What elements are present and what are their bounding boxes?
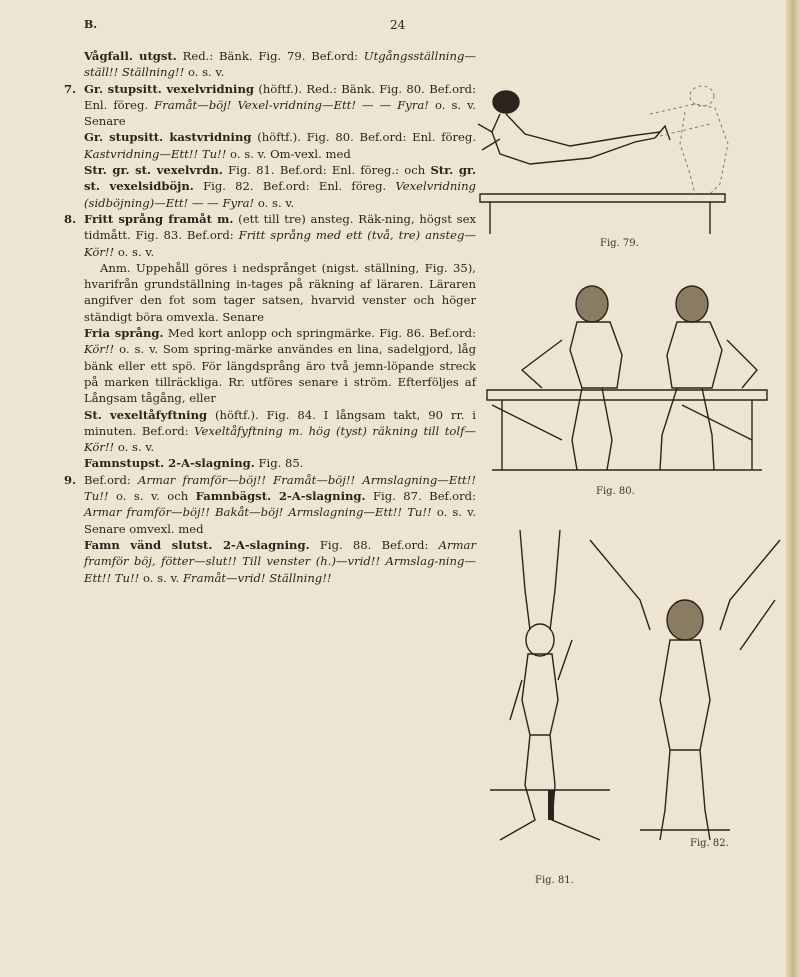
figure-79-caption: Fig. 79. <box>600 238 639 249</box>
text-column <box>64 48 477 586</box>
entry-famn-vand: Famn vänd slutst. 2-A-slagning. Fig. 88. Bef.ord: Armar framför böj, fötter—slut!! Till venster (h.)—vrid!! Armslag-ning—Ett!! Tu!! o. s. v. Framåt—vrid! Ställning!! <box>84 537 476 585</box>
entry-7: 7. Gr. stupsitt. vexelvridning (höftf.). Red.: Bänk. Fig. 80. Bef.ord: Enl. föreg. Framåt—böj! Vexel-vridning—Ett! — — Fyra! o. s. v. Senare <box>64 81 476 129</box>
entry-kastvridning: Gr. stupsitt. kastvridning (höftf.). Fig. 80. Bef.ord: Enl. föreg. Kastvridning—Ett!! Tu!! o. s. v. Om-vexl. med <box>84 130 476 161</box>
figure-82-caption: Fig. 82. <box>690 838 729 849</box>
signature-mark: B. <box>84 18 98 31</box>
entry-vagfall: Vågfall. utgst. Red.: Bänk. Fig. 79. Bef.ord: Utgångsställning—ställ!! Ställning!! o. s. v. <box>84 49 476 80</box>
entry-8: 8. Fritt språng framåt m. (ett till tre) ansteg. Räk-ning, högst sex tidmått. Fig. 83. Bef.ord: Fritt språng med ett (två, tre) ansteg—Kör!! o. s. v. <box>64 211 476 259</box>
figure-80-illustration <box>482 270 772 475</box>
entry-fria-sprang: Fria språng. Med kort anlopp och springmärke. Fig. 86. Bef.ord: Kör!! o. s. v. Som spring-märke användes en lina, sadelgjord, låg bänk eller ett spö. För längdsprång äro två jemn-löpande streck på marken tillräckliga. Rr. utföres senare i ström. Efterföljes af Långsam tågång, eller <box>84 326 476 406</box>
page-number: 24 <box>390 18 406 32</box>
note-paragraph: Anm. Uppehåll göres i nedsprånget (nigst. ställning, Fig. 35), hvarifrån grundställning in-tages på räkning af läraren. Läraren angifver den fot som tager satsen, hvarvid venster och höger ständigt böra omvexla. Senare <box>84 260 476 324</box>
figure-79-illustration <box>470 84 740 234</box>
figure-82-illustration <box>580 520 790 850</box>
exercise-number: 9. <box>64 472 77 487</box>
exercise-number: 7. <box>64 81 77 96</box>
entry-vexelvrdn: Str. gr. st. vexelvrdn. Fig. 81. Bef.ord: Enl. föreg.: och Str. gr. st. vexelsidböjn. Fig. 82. Bef.ord: Enl. föreg. Vexelvridning (sidböjning)—Ett! — — Fyra! o. s. v. <box>84 163 477 210</box>
exercise-number: 8. <box>64 211 77 226</box>
entry-vexeltafyftning: St. vexeltåfyftning (höftf.). Fig. 84. I långsam takt, 90 rr. i minuten. Bef.ord: Vexeltåfyftning m. hög (tyst) räkning till tolf—Kör!! o. s. v. <box>84 407 476 455</box>
entry-9: 9. Bef.ord: Armar framför—böj!! Framåt—böj!! Armslagning—Ett!! Tu!! o. s. v. och Famnbägst. 2-A-slagning. Fig. 87. Bef.ord: Armar framför—böj!! Bakåt—böj! Armslagning—Ett!! Tu!! o. s. v. Senare omvexl. med <box>64 472 477 536</box>
figure-81-caption: Fig. 81. <box>535 875 574 886</box>
entry-famnstupst: Famnstupst. 2-A-slagning. Fig. 85. <box>84 456 304 471</box>
figure-80-caption: Fig. 80. <box>596 486 635 497</box>
